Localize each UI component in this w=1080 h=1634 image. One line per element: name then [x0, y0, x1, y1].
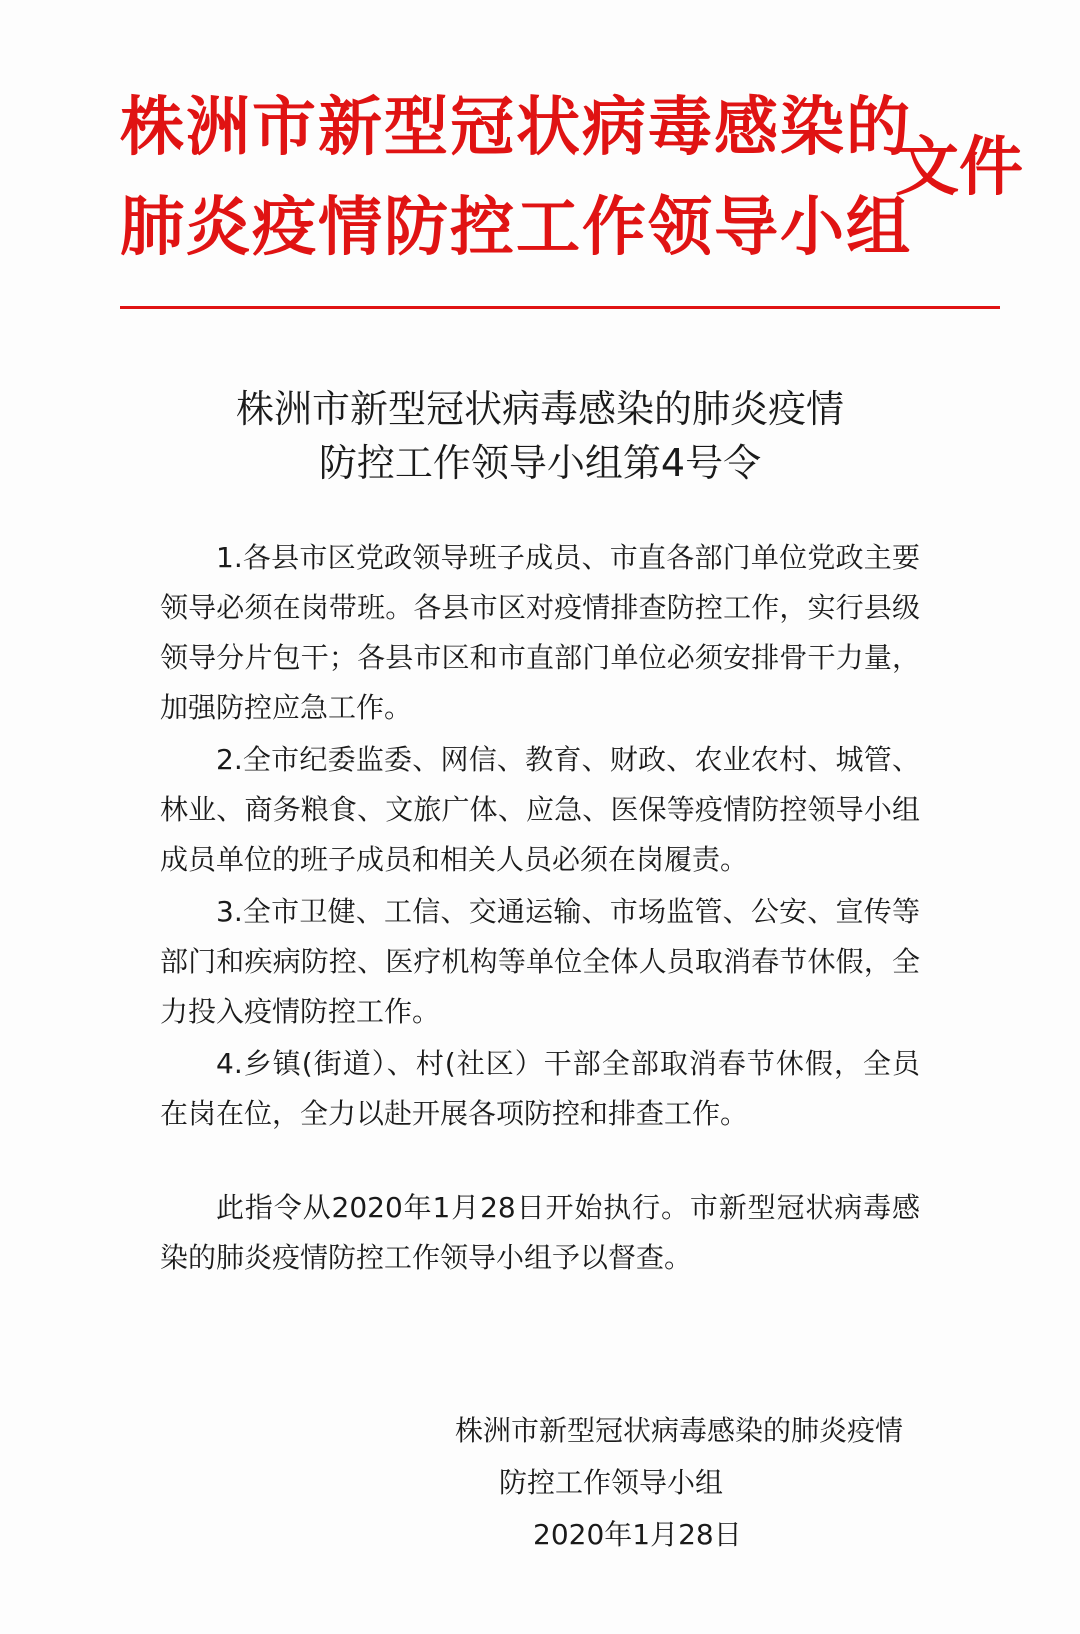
document-type-label: 文件 [895, 131, 1023, 205]
document-title [0, 382, 1080, 490]
issuing-organization-line-1: 株洲市新型冠状病毒感染的 [120, 91, 912, 165]
document-title-line-2: 防控工作领导小组第4号令 [318, 441, 762, 485]
signature-date: 2020年1月28日 [533, 1518, 742, 1551]
header-divider [120, 306, 1000, 309]
body-paragraph-4: 4.乡镇(街道）、村(社区）干部全部取消春节休假，全员在岗在位，全力以赴开展各项防控和排查工作。 [160, 1047, 920, 1130]
body-paragraph-1: 1.各县市区党政领导班子成员、市直各部门单位党政主要领导必须在岗带班。各县市区对疫情排查防控工作，实行县级领导分片包干；各县市区和市直部门单位必须安排骨干力量，加强防控应急工作。 [160, 541, 920, 724]
body-paragraph-2: 2.全市纪委监委、网信、教育、财政、农业农村、城管、林业、商务粮食、文旅广体、应急、医保等疫情防控领导小组成员单位的班子成员和相关人员必须在岗履责。 [160, 743, 920, 876]
document-body [160, 533, 920, 1285]
body-paragraph-3: 3.全市卫健、工信、交通运输、市场监管、公安、宣传等部门和疾病防控、医疗机构等单位全体人员取消春节休假，全力投入疫情防控工作。 [160, 895, 920, 1028]
issuing-organization [120, 78, 912, 278]
signature-block [455, 1405, 955, 1561]
signature-organization-line-2: 防控工作领导小组 [499, 1466, 724, 1499]
issuing-organization-line-2: 肺炎疫情防控工作领导小组 [120, 191, 912, 265]
closing-paragraph: 此指令从2020年1月28日开始执行。市新型冠状病毒感染的肺炎疫情防控工作领导小组予以督查。 [160, 1191, 920, 1274]
signature-organization-line-1: 株洲市新型冠状病毒感染的肺炎疫情 [455, 1414, 904, 1447]
document-title-line-1: 株洲市新型冠状病毒感染的肺炎疫情 [235, 387, 844, 431]
